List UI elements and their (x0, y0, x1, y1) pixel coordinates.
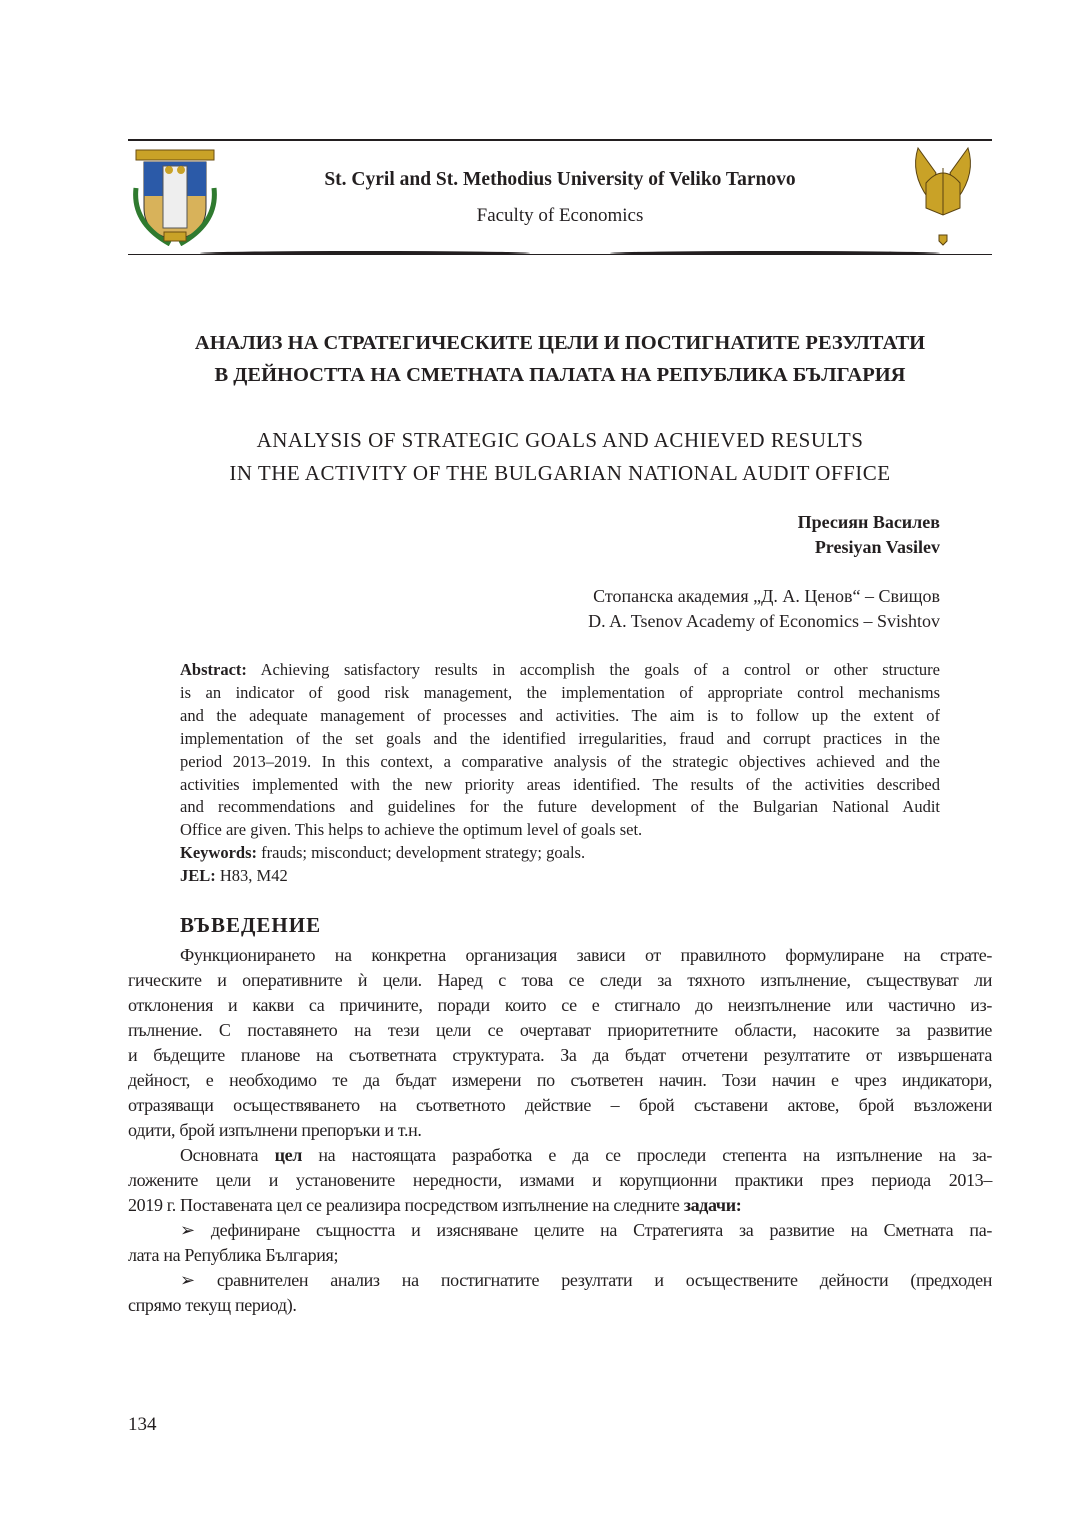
keywords-label: Keywords: (180, 843, 257, 862)
title-bg-line: АНАЛИЗ НА СТРАТЕГИЧЕСКИТЕ ЦЕЛИ И ПОСТИГНАТИТЕ РЕЗУЛТАТИ (194, 332, 926, 354)
bold-term: задачи: (683, 1195, 742, 1215)
bullet-item-line: спрямо текущ период). (128, 1295, 297, 1315)
abstract-line: implementation of the set goals and the identified irregularities, fraud and corrupt practices in the (180, 729, 940, 748)
paragraph-line: пълнение. С поставянето на тези цели се очертават приоритетните области, насоките за развитие (128, 1020, 992, 1040)
jel-codes (180, 866, 940, 886)
paragraph-line: отклонения и какви са причините, поради които се е стигнало до неизпълнение или частично из- (128, 995, 992, 1015)
university-crest-logo (130, 148, 220, 246)
abstract-line: is an indicator of good risk management, the implementation of appropriate control mechanisms (180, 683, 940, 702)
title-bg-line: В ДЕЙНОСТТА НА СМЕТНАТА ПАЛАТА НА РЕПУБЛИКА БЪЛГАРИЯ (214, 364, 906, 386)
page-number: 134 (128, 1414, 157, 1435)
abstract-text: Achieving satisfactory results in accomplish the goals of a control or other structure (246, 660, 940, 679)
university-name: St. Cyril and St. Methodius University of Veliko Tarnovo (324, 169, 796, 190)
abstract-line (180, 660, 940, 680)
bullet-item-line: ➢ дефиниране същността и изясняване целите на Стратегията за развитие на Сметната па- (180, 1220, 992, 1240)
affiliation-bg: Стопанска академия „Д. А. Ценов“ – Свищов (593, 586, 940, 606)
keywords-text: frauds; misconduct; development strategy; goals. (257, 843, 586, 862)
jel-label: JEL: (180, 866, 216, 885)
text: Основната (180, 1145, 275, 1165)
paragraph-line: ложените цели и установените нередности, измами и корупционни практики през периода 2013– (128, 1170, 992, 1190)
abstract-line: and recommendations and guidelines for the future development of the Bulgarian National Audit (180, 797, 940, 816)
jel-text: H83, M42 (215, 866, 288, 885)
header-rule-top (128, 139, 992, 141)
abstract-line: activities implemented with the new priority areas identified. The results of the activities described (180, 775, 940, 794)
header-rule-accent (610, 251, 940, 255)
bullet-item-line: ➢ сравнителен анализ на постигнатите резултати и осъществените дейности (предходен (180, 1270, 992, 1290)
abstract-line: Office are given. This helps to achieve the optimum level of goals set. (180, 820, 643, 839)
bold-term: цел (274, 1145, 302, 1165)
section-heading: ВЪВЕДЕНИЕ (180, 913, 322, 937)
bullet-item-line: лата на Република България; (128, 1245, 339, 1265)
text: 2019 г. Поставената цел се реализира посредством изпълнение на следните (128, 1195, 684, 1215)
faculty-helmet-logo (908, 143, 978, 248)
author-bg: Пресиян Василев (797, 512, 940, 532)
abstract-label: Abstract: (180, 660, 247, 679)
faculty-name: Faculty of Economics (476, 205, 644, 226)
paragraph-line: и бъдещите планове на съответната структурата. За да бъдат отчетени резултатите от извършената (128, 1045, 992, 1065)
paragraph-line (128, 1195, 992, 1216)
paragraph-line: Функционирането на конкретна организация зависи от правилното формулиране на страте- (180, 945, 992, 965)
keywords (180, 843, 940, 863)
abstract-line: and the adequate management of processes and activities. The aim is to follow up the extent of (180, 706, 940, 725)
title-en-line: ANALYSIS OF STRATEGIC GOALS AND ACHIEVED RESULTS (256, 428, 864, 452)
paragraph-line: дейност, е необходимо те да бъдат измерени по съответен начин. Този начин е чрез индикатори, (128, 1070, 992, 1090)
paragraph-line: отразяващи осъществяването на съответното действие – брой съставени актове, брой възложени (128, 1095, 992, 1115)
header-rule-accent (200, 251, 530, 255)
paragraph-line: одити, брой изпълнени препоръки и т.н. (128, 1120, 422, 1140)
paragraph-line (180, 1145, 992, 1166)
abstract-line: period 2013–2019. In this context, a comparative analysis of the strategic objectives achieved and the (180, 752, 940, 771)
affiliation-en: D. A. Tsenov Academy of Economics – Svishtov (588, 611, 940, 631)
text: на настоящата разработка е да се проследи степента на изпълнение на за- (302, 1145, 992, 1165)
title-en-line: IN THE ACTIVITY OF THE BULGARIAN NATIONAL AUDIT OFFICE (229, 461, 891, 485)
paragraph-line: гическите и оперативните ѝ цели. Наред с това се следи за тяхното изпълнение, съществуват ли (128, 970, 992, 990)
author-en: Presiyan Vasilev (814, 537, 940, 557)
